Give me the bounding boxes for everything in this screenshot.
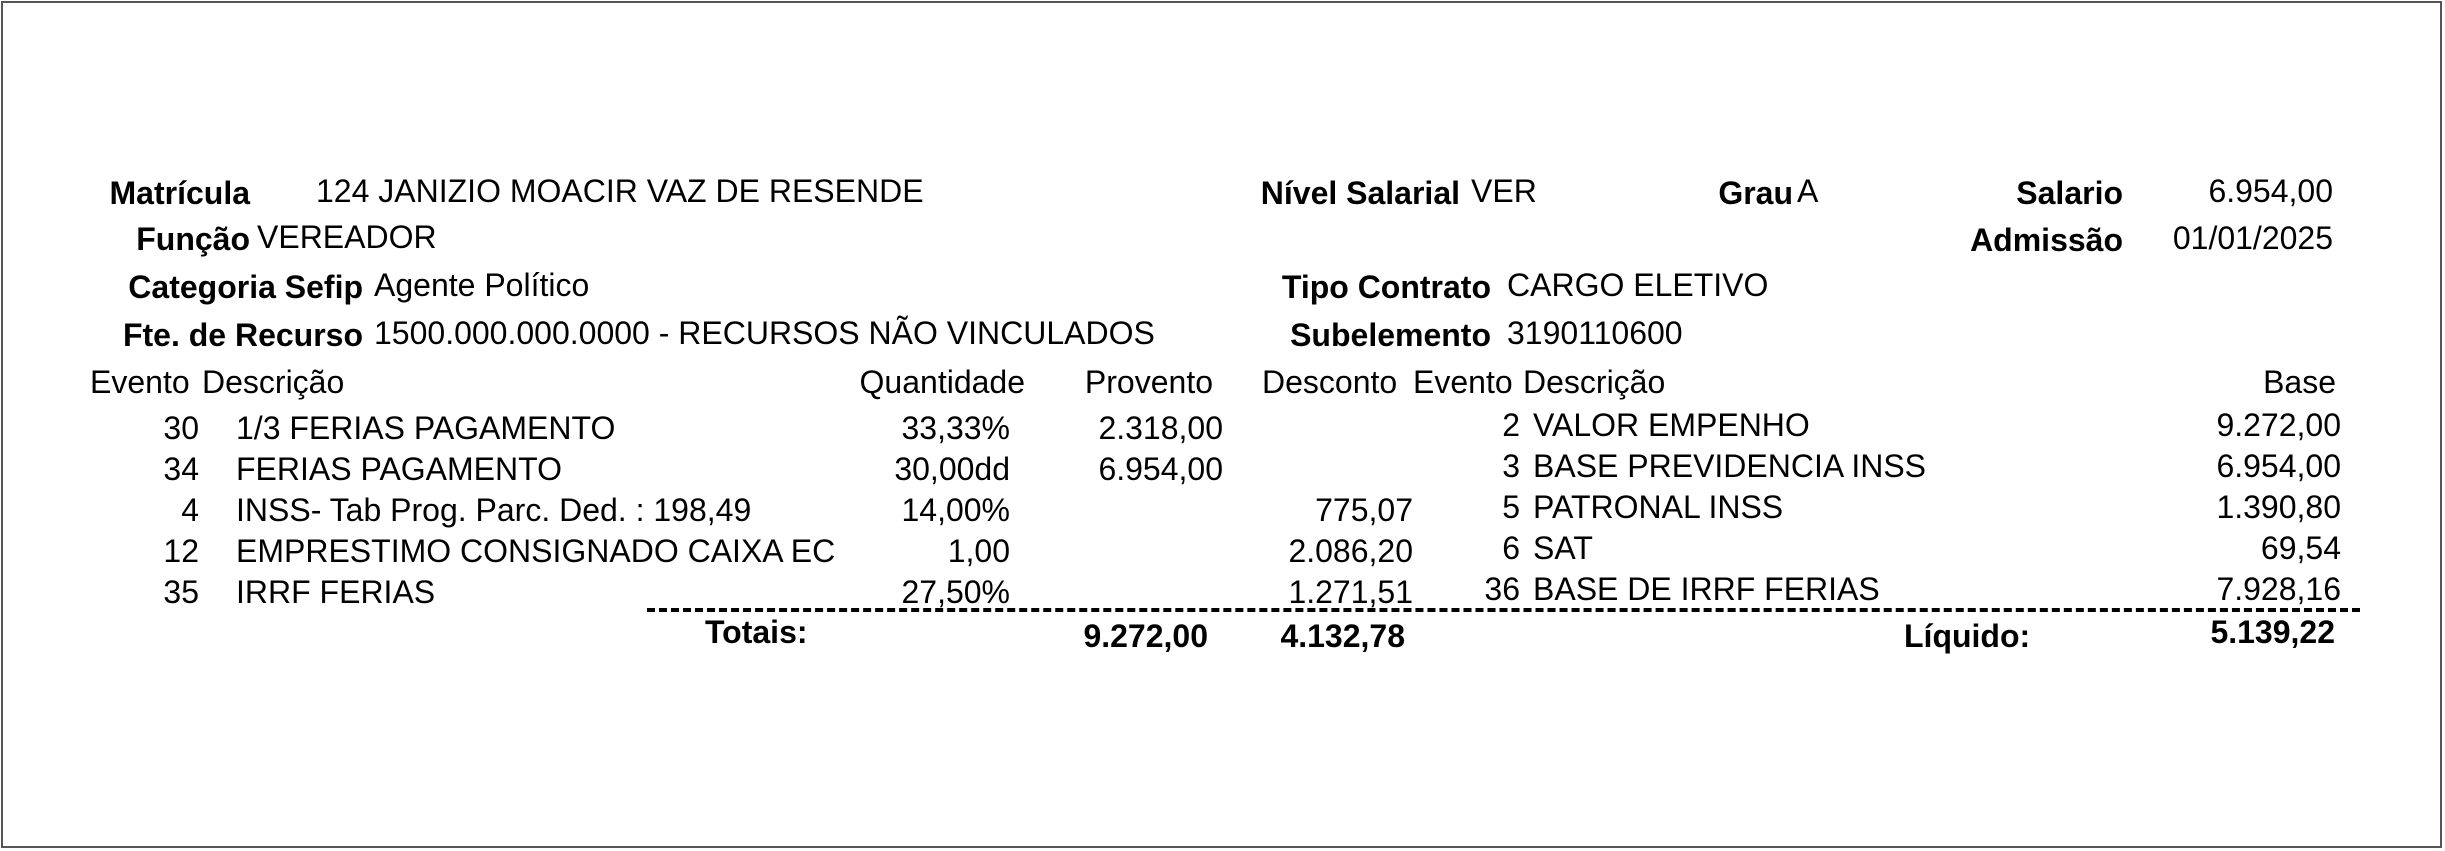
base-description: BASE PREVIDENCIA INSS: [1533, 448, 1927, 484]
liquido-value: 5.139,22: [2210, 614, 2335, 650]
admissao-label: Admissão: [1970, 222, 2123, 258]
funcao-value: VEREADOR: [257, 219, 437, 255]
grau-value: A: [1797, 173, 1819, 209]
event-code: 35: [163, 574, 199, 610]
base-value: 1.390,80: [2216, 489, 2341, 525]
event-quantity: 27,50%: [901, 574, 1010, 610]
event-description: 1/3 FERIAS PAGAMENTO: [236, 410, 616, 446]
event-desconto: 1.271,51: [1288, 574, 1413, 610]
base-code: 6: [1502, 530, 1520, 566]
event-desconto: 2.086,20: [1288, 533, 1413, 569]
base-value: 9.272,00: [2216, 407, 2341, 443]
categoria-label: Categoria Sefip: [128, 269, 363, 305]
col-desconto: Desconto: [1262, 364, 1398, 400]
total-provento: 9.272,00: [1083, 618, 1208, 654]
event-code: 12: [163, 533, 199, 569]
col-evento: Evento: [90, 364, 190, 400]
subelemento-value: 3190110600: [1507, 315, 1683, 351]
subelemento-label: Subelemento: [1290, 317, 1491, 353]
event-quantity: 33,33%: [901, 410, 1010, 446]
event-provento: 6.954,00: [1098, 451, 1223, 487]
event-quantity: 1,00: [947, 533, 1010, 569]
base-code: 36: [1484, 571, 1520, 607]
matricula-value: 124 JANIZIO MOACIR VAZ DE RESENDE: [316, 173, 924, 209]
categoria-value: Agente Político: [374, 267, 590, 303]
event-quantity: 30,00dd: [894, 451, 1010, 487]
event-quantity: 14,00%: [901, 492, 1010, 528]
funcao-label: Função: [136, 221, 250, 257]
liquido-label: Líquido:: [1904, 618, 2031, 654]
event-code: 4: [181, 492, 199, 528]
base-code: 5: [1502, 489, 1520, 525]
event-code: 34: [163, 451, 199, 487]
grau-label: Grau: [1718, 175, 1793, 211]
col-descricao: Descrição: [202, 364, 345, 400]
col-descricao-base: Descrição: [1523, 364, 1666, 400]
salario-label: Salario: [2016, 175, 2123, 211]
base-description: BASE DE IRRF FERIAS: [1533, 571, 1880, 607]
totals-label: Totais:: [705, 614, 808, 650]
base-value: 6.954,00: [2216, 448, 2341, 484]
base-value: 7.928,16: [2216, 571, 2341, 607]
base-code: 2: [1502, 407, 1520, 443]
admissao-value: 01/01/2025: [2172, 220, 2333, 256]
salario-value: 6.954,00: [2208, 173, 2333, 209]
base-code: 3: [1502, 448, 1520, 484]
event-description: FERIAS PAGAMENTO: [236, 451, 562, 487]
fonte-value: 1500.000.000.0000 - RECURSOS NÃO VINCULADOS: [374, 315, 1155, 351]
event-description: INSS- Tab Prog. Parc. Ded. : 198,49: [236, 492, 752, 528]
event-description: IRRF FERIAS: [236, 574, 436, 610]
base-value: 69,54: [2260, 530, 2341, 566]
event-code: 30: [163, 410, 199, 446]
fonte-label: Fte. de Recurso: [122, 317, 363, 353]
total-desconto: 4.132,78: [1280, 618, 1405, 654]
col-base: Base: [2263, 364, 2336, 400]
base-description: VALOR EMPENHO: [1533, 407, 1810, 443]
event-provento: 2.318,00: [1098, 410, 1223, 446]
event-description: EMPRESTIMO CONSIGNADO CAIXA EC: [236, 533, 836, 569]
col-provento: Provento: [1084, 364, 1213, 400]
totals-separator: [647, 608, 2360, 612]
tipo-contrato-value: CARGO ELETIVO: [1507, 267, 1769, 303]
base-description: SAT: [1533, 530, 1593, 566]
matricula-label: Matrícula: [109, 175, 250, 211]
tipo-contrato-label: Tipo Contrato: [1281, 269, 1491, 305]
event-desconto: 775,07: [1315, 492, 1413, 528]
base-description: PATRONAL INSS: [1533, 489, 1784, 525]
col-quantidade: Quantidade: [859, 364, 1025, 400]
col-evento-base: Evento: [1413, 364, 1513, 400]
nivel-value: VER: [1471, 173, 1537, 209]
nivel-label: Nível Salarial: [1260, 175, 1460, 211]
